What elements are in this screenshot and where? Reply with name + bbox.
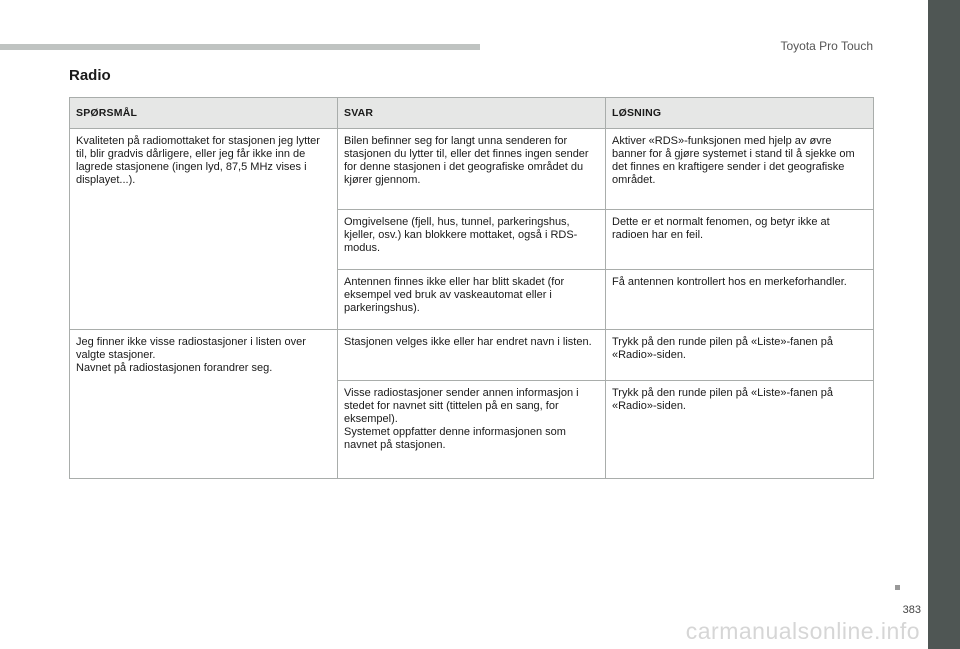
answer-cell: Visse radiostasjoner sender annen informasjon i stedet for navnet sitt (tittelen på en sang, for eksempel). Systemet oppfatter denne informasjonen som navnet på stasjonen. [338, 381, 606, 479]
watermark: carmanualsonline.info [685, 618, 920, 644]
solution-cell: Trykk på den runde pilen på «Liste»-fanen på «Radio»-siden. [606, 381, 874, 479]
table-row [70, 330, 874, 381]
answer-cell: Antennen finnes ikke eller har blitt skadet (for eksempel ved bruk av vaskeautomat eller i parkeringshus). [338, 270, 606, 330]
header-rule [0, 44, 480, 50]
header-question: SPØRSMÅL [70, 98, 338, 129]
solution-cell: Aktiver «RDS»-funksjonen med hjelp av øvre banner for å gjøre systemet i stand til å sjekke om det finnes en kraftigere sender i det geografiske området. [606, 129, 874, 210]
solution-cell: Trykk på den runde pilen på «Liste»-fanen på «Radio»-siden. [606, 330, 874, 381]
page-edge-band [928, 0, 960, 649]
answer-cell: Bilen befinner seg for langt unna senderen for stasjonen du lytter til, eller det finnes ingen sender for denne stasjonen i det geografiske området du kjører gjennom. [338, 129, 606, 210]
faq-table [69, 97, 874, 479]
table-row [70, 129, 874, 210]
question-cell: Jeg finner ikke visse radiostasjoner i listen over valgte stasjoner. Navnet på radiostasjonen forandrer seg. [70, 330, 338, 479]
answer-cell: Stasjonen velges ikke eller har endret navn i listen. [338, 330, 606, 381]
header-solution: LØSNING [606, 98, 874, 129]
solution-cell: Få antennen kontrollert hos en merkeforhandler. [606, 270, 874, 330]
page-marker [895, 585, 900, 590]
page-number: 383 [902, 604, 921, 616]
header-answer: SVAR [338, 98, 606, 129]
running-title: Toyota Pro Touch [780, 39, 873, 53]
question-cell: Kvaliteten på radiomottaket for stasjonen jeg lytter til, blir gradvis dårligere, eller jeg får ikke inn de lagrede stasjonene (ingen lyd, 87,5 MHz vises i displayet...). [70, 129, 338, 330]
table-header-row [70, 98, 874, 129]
section-title: Radio [69, 67, 111, 84]
answer-cell: Omgivelsene (fjell, hus, tunnel, parkeringshus, kjeller, osv.) kan blokkere mottaket, også i RDS-modus. [338, 210, 606, 270]
solution-cell: Dette er et normalt fenomen, og betyr ikke at radioen har en feil. [606, 210, 874, 270]
